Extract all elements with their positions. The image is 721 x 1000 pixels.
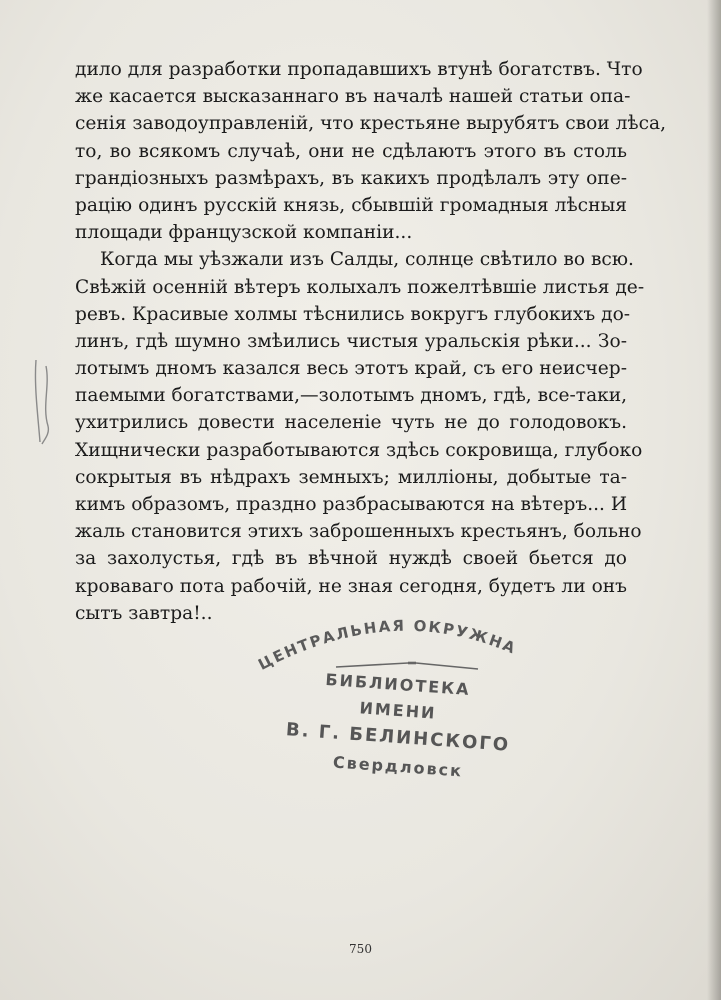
stamp-arc-text: ЕНТРАЛЬНАЯ ОКРУЖНА — [270, 616, 520, 667]
text-line: Хищнически разработываются здѣсь сокровища, глубоко — [75, 439, 643, 461]
text-line: сокрытыя въ нѣдрахъ земныхъ; милліоны, добытые та- — [75, 466, 627, 488]
text-line: дило для разработки пропадавшихъ втунѣ богатствъ. Что — [75, 59, 643, 80]
body-text — [75, 56, 667, 627]
text-line: то, во всякомъ случаѣ, они не сдѣлаютъ этого въ столь — [75, 140, 627, 162]
text-line: лотымъ дномъ казался весь этотъ край, съ его неисчер- — [75, 358, 627, 380]
text-line: паемыми богатствами,—золотымъ дномъ, гдѣ, все-таки, — [75, 385, 628, 407]
text-line: линъ, гдѣ шумно змѣились чистыя уральскія рѣки... Зо- — [75, 330, 627, 352]
stamp-line-city: Свердловск — [332, 752, 464, 781]
text-line: сытъ завтра!.. — [75, 602, 213, 624]
page-edge-shadow — [707, 0, 721, 1000]
text-line: Когда мы уѣзжали изъ Салды, солнце свѣтило во всю. — [100, 249, 634, 271]
text-line: жаль становится этихъ заброшенныхъ крестьянъ, больно — [75, 521, 642, 543]
text-line: же касается высказаннаго въ началѣ нашей статьи опа- — [75, 86, 631, 108]
text-line: кимъ образомъ, праздно разбрасываются на вѣтеръ... И — [75, 494, 628, 515]
pencil-margin-mark — [28, 356, 58, 446]
text-line: кроваваго пота рабочій, не зная сегодня, будетъ ли онъ — [75, 575, 627, 597]
page-number: 750 — [349, 942, 372, 956]
text-line: рацію одинъ русскій князь, сбывшій громадныя лѣсныя — [75, 194, 627, 216]
text-line: за захолустья, гдѣ въ вѣчной нуждѣ своей бьется до — [75, 548, 627, 570]
stamp-line-name: В. Г. БЕЛИНСКОГО — [285, 719, 511, 756]
text-line: Свѣжій осенній вѣтеръ колыхалъ пожелтѣвшіе листья де- — [75, 276, 645, 298]
text-line: ревъ. Красивые холмы тѣснились вокругъ глубокихъ до- — [75, 303, 631, 325]
text-line: сенія заводоуправленій, что крестьяне вырубятъ свои лѣса, — [75, 113, 667, 135]
text-line: грандіозныхъ размѣрахъ, въ какихъ продѣлалъ эту опе- — [75, 167, 627, 189]
stamp-line-library: БИБЛИОТЕКА — [324, 669, 472, 700]
stamp-line-named: ИМЕНИ — [358, 698, 438, 723]
library-stamp — [258, 605, 538, 805]
text-line: площади французской компаніи... — [75, 222, 413, 244]
text-line: ухитрились довести населеніе чуть не до голодовокъ. — [75, 412, 627, 434]
